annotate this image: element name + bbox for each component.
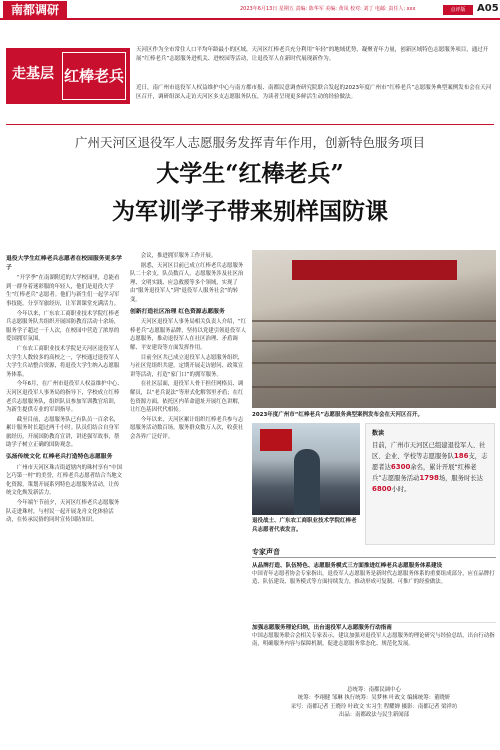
section-heading: 退役大学生红棒老兵志愿者在校园服务更多学子 [6,256,122,271]
expert-title: 从品牌打造、队伍特色、志愿服务模式三方面推进红棒老兵志愿服务体系建设 [252,563,443,569]
column-logo [6,48,130,104]
article-column-1 [6,252,124,722]
credits [252,686,496,718]
section-badge: 点评版 [443,5,473,15]
intro-paragraph: 近日，南广州市退役军人权益维护中心与南方都市报、南都民意调查研究院联合发起的2023年度广州市“红棒老兵”志愿服务典型案例发布会在天河区召开，调研组深入走访天河区多支志愿服务队伍，为读者呈现更多鲜活生动的经验做法。 [136,85,492,100]
expert-paragraph [252,624,496,680]
intro-paragraph: 天河区作为全市常住人口平均年龄最小的区域，天河区红棒老兵充分利用“年轻”的地域优势，凝聚青年力量，创新区域特色志愿服务项目，通过开展“红棒老兵”志愿服务进机关、进校园等活动，让退役军人在新时代展现新作为。 [136,47,489,62]
data-box-label: 数读 [372,430,385,437]
page-number: A05 [477,3,499,14]
paragraph: 在社区层面，退役军人骨干担任网格员、调解员，以“老兵说法”等形式化解邻里矛盾；在红色资源方面，依托区内革命遗址开展红色讲解，让红色基因代代相传。 [130,381,244,414]
expert-body: 中国青年志愿者协会专家指出，退役军人志愿服务是新时代志愿服务体系的重要组成部分，应在品牌打造、队伍建设、服务模式等方面持续发力，推动形成可复制、可推广的经验做法。 [252,571,495,585]
paragraph: 天河区退役军人事务局相关负责人介绍，“红棒老兵”志愿服务品牌，坚持以党建引领退役军人志愿服务，推动退役军人在社区治理、矛盾调解、平安建设等方面发挥作用。 [130,319,247,351]
paragraph: 广东农工商职业技术学院是天河区退役军人大学生人数较多的高校之一，学校通过退役军人大学生兵站整合资源，将退役大学生纳入志愿服务体系。 [6,345,120,378]
logo-text-a: 走基层 [12,66,54,82]
issue-info: 2023年6月13日 星期五 责编: 陈华军 美编: 黄凤 校对: 刘丁 电邮: 责任人: xxx [240,6,416,12]
stat-number: 6300 [390,463,411,471]
credit-line: 总统筹：南都民调中心 [347,687,401,693]
photo-caption: 退役战士、广东农工商职业技术学院红棒老兵志愿者代表发言。 [252,518,357,533]
audience-row [252,386,496,388]
masthead [0,0,500,20]
speaker-photo [252,423,360,515]
article-column-2 [130,252,248,722]
paragraph: 广州市天河区珠吉街道辖内的珠村享有“中国乞巧第一村”的美誉，红棒老兵志愿者结合当地文化资源，策划开展系列特色志愿服务活动，让传统文化焕发新活力。 [6,464,123,497]
expert-paragraph [252,562,496,622]
paragraph: 今年6月，在广州市退役军人权益维护中心、天河区退役军人事务局的指导下，学校成立红棒老兵志愿服务队，组织队员参加军训教官培训，为新生提供专业的军训指导。 [6,381,123,414]
section-title: 南都调研 [3,1,67,19]
paragraph: 目前全区共已成立退役军人志愿服务组织，与社区党组织共建，定期开展走访慰问、政策宣讲等活动，打造“家门口”的拥军服务。 [130,354,244,378]
expert-title: 加强志愿服务理论归纳，出台退役军人志愿服务行动指南 [252,625,392,631]
data-box-text: 目前，广州市天河区已组建退役军人、社区、企业、学校等志愿服务队186支，志愿者达6300余名，累计开展“红棒老兵”志愿服务活动1798场，服务时长达6800小时。 [372,442,488,493]
paragraph: 今年端午节前夕，天河区红棒老兵志愿服务队走进珠村，与村民一起开展龙舟文化体验活动，在传承民俗的同时宣传国防知识。 [6,500,120,524]
paragraph: 据悉，天河区目前已成立红棒老兵志愿服务队二十余支，队员数百人，志愿服务涉及社区治理、文明实践、应急救援等多个领域，实现了由“服务退役军人”到“退役军人服务社会”的转变。 [130,262,244,303]
stat-number: 1798 [419,474,439,482]
credit-line: 出品：南都政法与民生新闻部 [338,712,410,719]
speaker-figure [294,449,320,515]
divider [252,622,496,623]
flag-icon [260,429,292,451]
section-heading: 创新打造社区治理 红色资源志愿服务 [130,308,225,315]
meeting-photo [252,250,496,408]
expert-body: 中国志愿服务联合会相关专家表示，建议加强对退役军人志愿服务的理论研究与经验总结，出台行动指南，明确服务内容与保障机制，促进志愿服务常态化、规范化发展。 [252,633,495,647]
audience-row [252,320,496,322]
paragraph: “开学季”在南湖附近的大学校园里，总能看到一群身着迷彩服的年轻人，他们是退役大学生“红棒老兵”志愿者。他们与新生们一起学习军事技能，分享军旅经历，让军训课堂充满活力。 [6,275,120,307]
photo-caption: 2023年度广州市“红棒老兵”志愿服务典型案例发布会在天河区召开。 [252,412,424,418]
paragraph: 今年以来，广东农工商职业技术学院红棒老兵志愿服务队共组织开展国防教育活动十余场，服务学子超过一千人次，在校园中营造了浓厚的爱国拥军氛围。 [6,310,120,343]
main-headline: 大学生“红棒老兵” [156,160,344,187]
main-headline: 为军训学子带来别样国防课 [112,198,388,225]
divider [6,124,494,125]
paragraph: 会议，推进拥军服务工作开展。 [140,253,217,259]
photo-banner [292,260,457,280]
section-heading: 弘扬传统文化 红棒老兵打造特色志愿服务 [6,454,113,461]
credit-line: 统筹：李翊健 邹琳 执行统筹：吴梦林 叶政文 编辑统筹：董晓妍 [297,695,451,702]
data-box [365,423,495,545]
paragraph: 今年以来，天河区累计组织红棒老兵参与志愿服务活动数百场，服务群众数万人次，收获社会各界广泛好评。 [130,416,244,440]
stat-number: 186 [453,452,469,460]
credit-line: 采写：南都记者 王晓玲 叶政文 实习生 程耀婵 摄影：南都记者 梁祥坊 [290,703,458,710]
logo-text-b: 红棒老兵 [62,52,126,100]
special-heading: 专家声音 [252,547,496,558]
sub-headline: 广州天河区退役军人志愿服务发挥青年作用，创新特色服务项目 [74,135,425,150]
audience-row [252,362,496,364]
stat-number: 6800 [372,485,392,493]
audience-row [252,340,496,342]
paragraph: 截至目前，志愿服务队已有队员一百余名，累计服务时长超过两千小时。队员们结合自身军旅经历，开展国防教育宣讲，讲述强军故事，帮助学子树立正确的国防观念。 [6,416,120,449]
